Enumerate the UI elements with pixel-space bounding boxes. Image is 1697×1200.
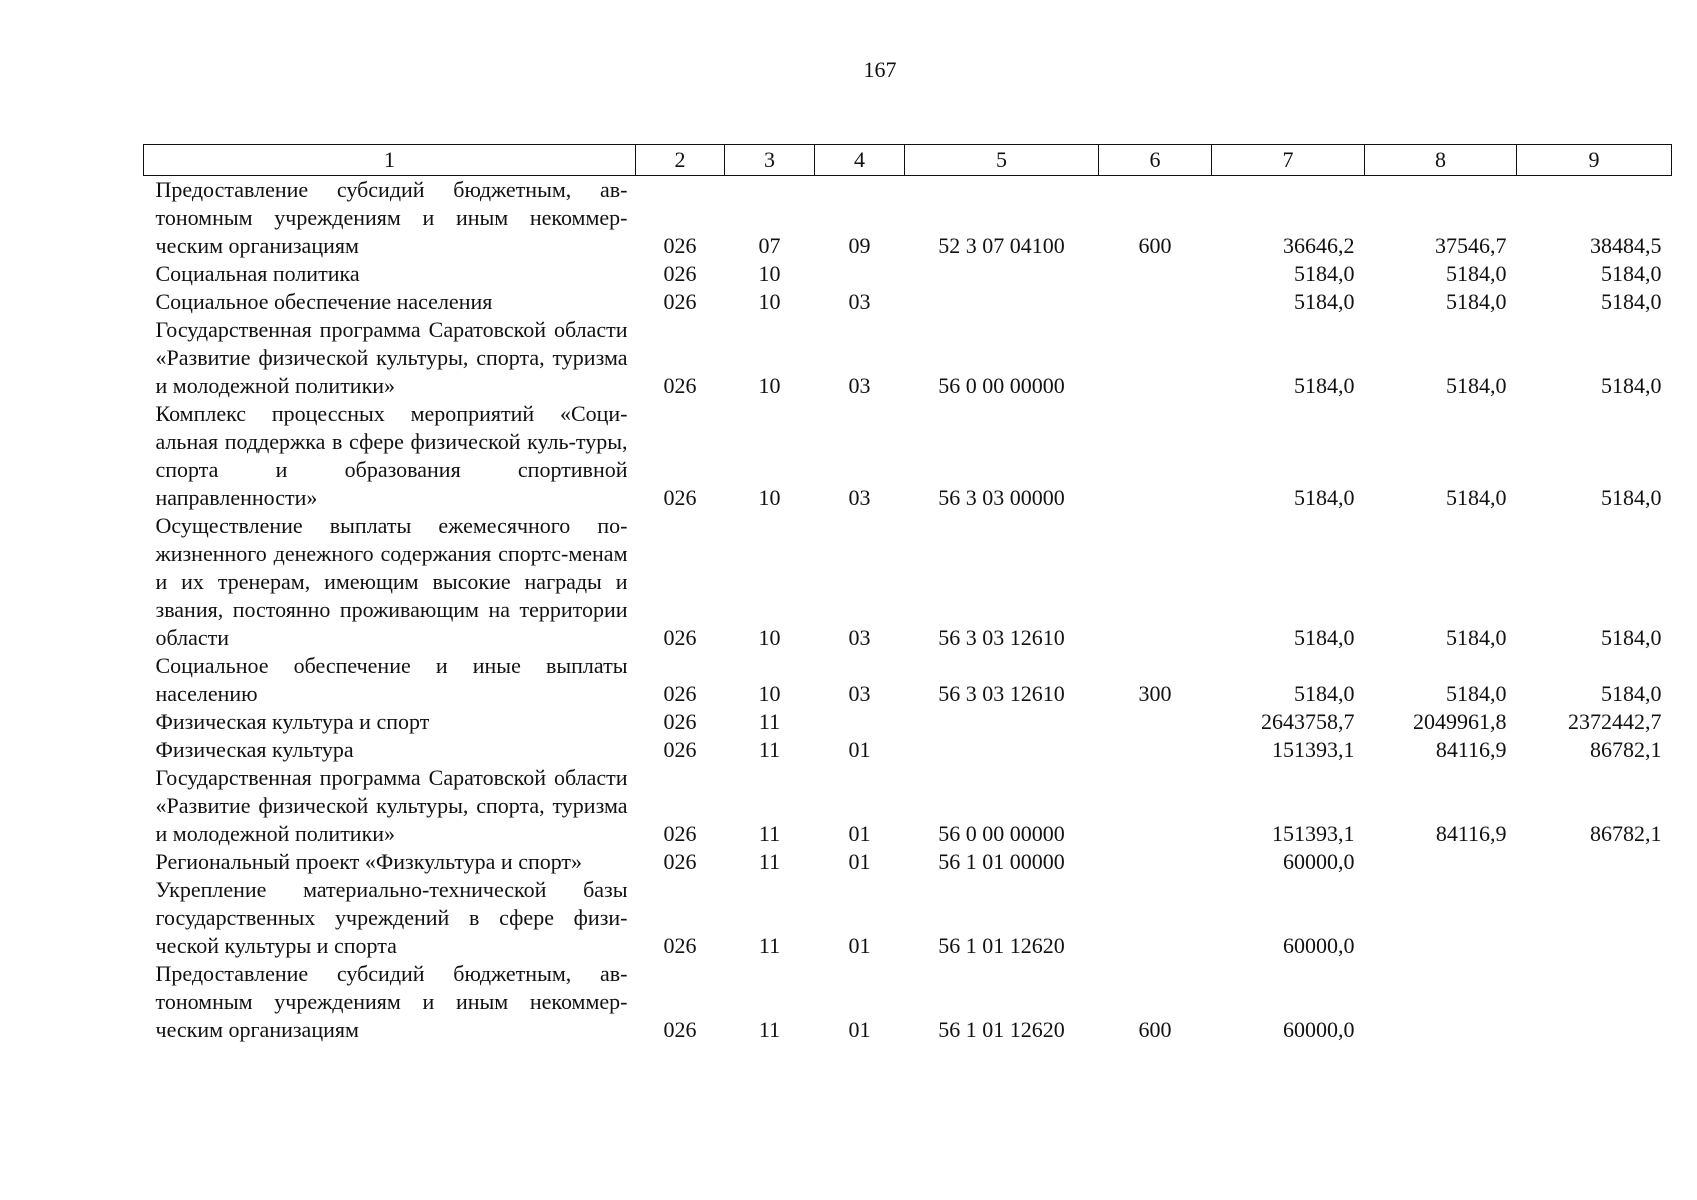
row-name — [144, 400, 636, 512]
section-code: 11 — [758, 821, 781, 846]
row-name-text: Социальное обеспечение населения — [155, 289, 493, 314]
amount-year-3: 38484,5 — [1590, 233, 1662, 258]
amount-year-3: 5184,0 — [1601, 681, 1662, 706]
expense-type — [1099, 316, 1212, 400]
row-name — [144, 736, 636, 764]
table-row — [144, 736, 1672, 764]
section-code: 11 — [758, 737, 781, 762]
row-name — [144, 764, 636, 848]
expense-type — [1099, 848, 1212, 876]
table-row — [144, 288, 1672, 316]
subsection-code — [815, 260, 905, 288]
row-name — [144, 316, 636, 400]
page-number: 167 — [863, 57, 897, 82]
header-cell: 9 — [1517, 145, 1672, 176]
ministry-code: 026 — [663, 261, 697, 286]
ministry-code: 026 — [663, 681, 697, 706]
row-name — [144, 708, 636, 736]
amount-year-1: 36646,2 — [1283, 233, 1355, 258]
amount-year-3: 5184,0 — [1601, 261, 1662, 286]
row-name-text: Государственная программа Саратовской области «Развитие физической культуры, спорта, туризма и молодежной политики» — [155, 765, 628, 846]
amount-year-2 — [1365, 960, 1517, 1044]
amount-year-2: 84116,9 — [1435, 737, 1507, 762]
row-name — [144, 512, 636, 652]
header-cell: 7 — [1212, 145, 1365, 176]
row-name — [144, 176, 636, 261]
ministry-code: 026 — [663, 849, 697, 874]
section-code: 11 — [758, 709, 781, 734]
expense-type — [1099, 260, 1212, 288]
amount-year-1: 5184,0 — [1294, 373, 1355, 398]
section-code: 10 — [758, 625, 781, 650]
section-code: 10 — [758, 289, 781, 314]
amount-year-3: 2372442,7 — [1568, 709, 1662, 734]
row-name — [144, 876, 636, 960]
row-name-text: Осуществление выплаты ежемесячного по-жизненного денежного содержания спортс-менам и их тренерам, имеющим высокие награды и звания, постоянно проживающим на территории области — [155, 513, 628, 650]
row-name — [144, 260, 636, 288]
target-article — [905, 708, 1099, 736]
ministry-code: 026 — [663, 289, 697, 314]
subsection-code: 03 — [848, 681, 871, 706]
amount-year-2: 5184,0 — [1446, 485, 1507, 510]
row-name-text: Государственная программа Саратовской области «Развитие физической культуры, спорта, туризма и молодежной политики» — [155, 317, 628, 398]
table-row — [144, 316, 1672, 400]
amount-year-1: 151393,1 — [1272, 737, 1355, 762]
section-code: 10 — [758, 261, 781, 286]
subsection-code: 03 — [848, 373, 871, 398]
subsection-code: 03 — [848, 289, 871, 314]
amount-year-2: 5184,0 — [1446, 681, 1507, 706]
subsection-code: 01 — [848, 933, 871, 958]
row-name-text: Социальная политика — [155, 261, 360, 286]
expense-type: 600 — [1138, 233, 1172, 258]
target-article: 56 1 01 12620 — [938, 1017, 1065, 1042]
subsection-code — [815, 708, 905, 736]
expense-type — [1099, 400, 1212, 512]
amount-year-3: 86782,1 — [1590, 821, 1662, 846]
table-row — [144, 176, 1672, 261]
amount-year-3 — [1517, 960, 1672, 1044]
amount-year-2 — [1365, 876, 1517, 960]
amount-year-1: 60000,0 — [1283, 1017, 1355, 1042]
subsection-code: 03 — [848, 485, 871, 510]
header-cell: 4 — [815, 145, 905, 176]
amount-year-3: 5184,0 — [1601, 625, 1662, 650]
subsection-code: 01 — [848, 849, 871, 874]
row-name — [144, 848, 636, 876]
ministry-code: 026 — [663, 933, 697, 958]
section-code: 11 — [758, 1017, 781, 1042]
table-row — [144, 708, 1672, 736]
target-article: 56 3 03 00000 — [938, 485, 1065, 510]
expense-type: 600 — [1138, 1017, 1172, 1042]
row-name-text: Социальное обеспечение и иные выплаты населению — [155, 653, 628, 706]
expense-type — [1099, 512, 1212, 652]
amount-year-2: 84116,9 — [1435, 821, 1507, 846]
amount-year-1: 60000,0 — [1283, 849, 1355, 874]
row-name-text: Физическая культура и спорт — [155, 709, 430, 734]
row-name — [144, 960, 636, 1044]
header-row — [144, 145, 1672, 176]
header-cell: 2 — [636, 145, 725, 176]
row-name-text: Укрепление материально-технической базы государственных учреждений в сфере физи-ческой культуры и спорта — [155, 877, 628, 958]
table-row — [144, 400, 1672, 512]
amount-year-1: 5184,0 — [1294, 681, 1355, 706]
row-name-text: Физическая культура — [155, 737, 354, 762]
table-row — [144, 960, 1672, 1044]
row-name-text: Региональный проект «Физкультура и спорт» — [155, 849, 583, 874]
amount-year-3: 5184,0 — [1601, 289, 1662, 314]
amount-year-2: 2049961,8 — [1413, 709, 1507, 734]
ministry-code: 026 — [663, 233, 697, 258]
target-article — [905, 736, 1099, 764]
section-code: 07 — [758, 233, 781, 258]
header-cell: 6 — [1099, 145, 1212, 176]
amount-year-2: 5184,0 — [1446, 261, 1507, 286]
target-article: 56 1 01 12620 — [938, 933, 1065, 958]
header-cell: 3 — [725, 145, 815, 176]
table-row — [144, 876, 1672, 960]
amount-year-1: 151393,1 — [1272, 821, 1355, 846]
amount-year-2 — [1365, 848, 1517, 876]
amount-year-1: 5184,0 — [1294, 625, 1355, 650]
expense-type — [1099, 288, 1212, 316]
row-name-text: Предоставление субсидий бюджетным, ав-тономным учреждениям и иным некоммер-ческим организациям — [155, 961, 628, 1042]
expense-type — [1099, 876, 1212, 960]
section-code: 11 — [758, 933, 781, 958]
table-body — [144, 176, 1672, 1045]
table-row — [144, 848, 1672, 876]
section-code: 10 — [758, 485, 781, 510]
subsection-code: 03 — [848, 625, 871, 650]
table-row — [144, 652, 1672, 708]
header-cell: 8 — [1365, 145, 1517, 176]
expense-type — [1099, 708, 1212, 736]
row-name-text: Предоставление субсидий бюджетным, ав-тономным учреждениям и иным некоммер-ческим организациям — [155, 177, 628, 258]
target-article: 56 3 03 12610 — [938, 681, 1065, 706]
subsection-code: 01 — [848, 737, 871, 762]
target-article: 52 3 07 04100 — [938, 233, 1065, 258]
section-code: 10 — [758, 681, 781, 706]
amount-year-1: 5184,0 — [1294, 485, 1355, 510]
ministry-code: 026 — [663, 1017, 697, 1042]
target-article: 56 3 03 12610 — [938, 625, 1065, 650]
amount-year-3 — [1517, 848, 1672, 876]
table-row — [144, 764, 1672, 848]
row-name-text: Комплекс процессных мероприятий «Соци-альная поддержка в сфере физической куль-туры, спорта и образования спортивной направленности» — [155, 401, 628, 510]
amount-year-1: 2643758,7 — [1261, 709, 1355, 734]
table-row — [144, 512, 1672, 652]
budget-table — [143, 144, 1672, 1044]
header-cell: 5 — [905, 145, 1099, 176]
target-article: 56 0 00 00000 — [938, 821, 1065, 846]
ministry-code: 026 — [663, 373, 697, 398]
amount-year-3: 5184,0 — [1601, 485, 1662, 510]
amount-year-3 — [1517, 876, 1672, 960]
target-article: 56 0 00 00000 — [938, 373, 1065, 398]
amount-year-1: 5184,0 — [1294, 261, 1355, 286]
expense-type — [1099, 764, 1212, 848]
header-cell: 1 — [144, 145, 636, 176]
subsection-code: 01 — [848, 821, 871, 846]
expense-type — [1099, 736, 1212, 764]
ministry-code: 026 — [663, 625, 697, 650]
table-row — [144, 260, 1672, 288]
amount-year-2: 37546,7 — [1435, 233, 1507, 258]
row-name — [144, 652, 636, 708]
section-code: 10 — [758, 373, 781, 398]
subsection-code: 09 — [848, 233, 871, 258]
ministry-code: 026 — [663, 485, 697, 510]
target-article — [905, 288, 1099, 316]
amount-year-2: 5184,0 — [1446, 625, 1507, 650]
amount-year-2: 5184,0 — [1446, 373, 1507, 398]
ministry-code: 026 — [663, 709, 697, 734]
target-article: 56 1 01 00000 — [938, 849, 1065, 874]
section-code: 11 — [758, 849, 781, 874]
ministry-code: 026 — [663, 737, 697, 762]
target-article — [905, 260, 1099, 288]
ministry-code: 026 — [663, 821, 697, 846]
subsection-code: 01 — [848, 1017, 871, 1042]
row-name — [144, 288, 636, 316]
amount-year-3: 86782,1 — [1590, 737, 1662, 762]
amount-year-2: 5184,0 — [1446, 289, 1507, 314]
amount-year-3: 5184,0 — [1601, 373, 1662, 398]
expense-type: 300 — [1138, 681, 1172, 706]
amount-year-1: 60000,0 — [1283, 933, 1355, 958]
amount-year-1: 5184,0 — [1294, 289, 1355, 314]
